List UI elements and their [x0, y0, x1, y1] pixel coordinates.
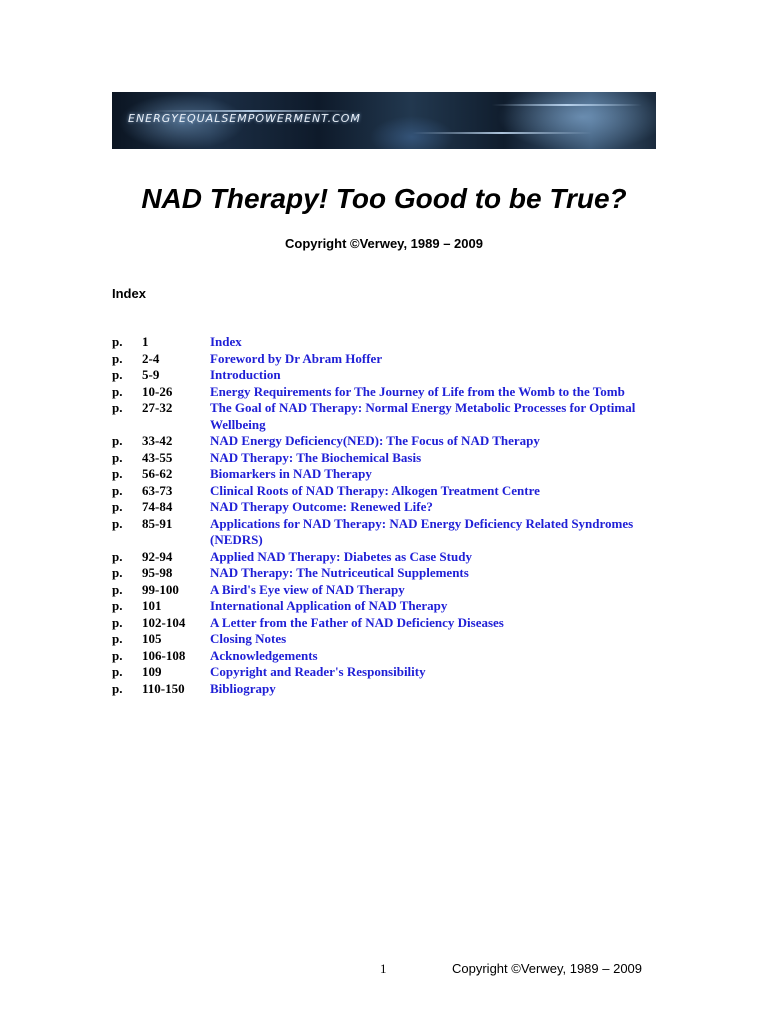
toc-row	[112, 433, 672, 450]
toc-page-prefix: p.	[112, 334, 123, 349]
toc-entry-link[interactable]: International Application of NAD Therapy	[210, 598, 448, 613]
toc-page-range: 43-55	[142, 449, 173, 465]
toc-page-prefix: p.	[112, 565, 123, 580]
header-banner	[112, 92, 656, 149]
toc-page-range: 27-32	[142, 400, 173, 415]
toc-page-range: 95-98	[142, 565, 173, 580]
banner-light-streak	[492, 104, 642, 106]
toc-entry-link[interactable]: NAD Energy Deficiency(NED): The Focus of NAD Therapy	[210, 433, 540, 448]
toc-page-range: 5-9	[142, 367, 160, 382]
toc-entry-link[interactable]: Index	[210, 334, 242, 349]
toc-row	[112, 615, 672, 632]
toc-page-prefix: p.	[112, 367, 123, 382]
index-heading: Index	[112, 286, 146, 301]
toc-page-prefix: p.	[112, 581, 123, 597]
toc-row	[112, 582, 672, 599]
toc-page-prefix: p.	[112, 664, 123, 679]
toc-entry-link[interactable]: Copyright and Reader's Responsibility	[210, 664, 426, 679]
toc-page-prefix: p.	[112, 383, 123, 399]
toc-page-prefix: p.	[112, 400, 123, 415]
toc-page-range: 33-42	[142, 433, 173, 448]
toc-entry-link[interactable]: Biomarkers in NAD Therapy	[210, 466, 372, 481]
toc-entry-link[interactable]: Clinical Roots of NAD Therapy: Alkogen Treatment Centre	[210, 482, 540, 498]
document-title: NAD Therapy! Too Good to be True?	[141, 183, 627, 214]
toc-page-prefix: p.	[112, 482, 123, 498]
toc-row	[112, 400, 672, 433]
toc-row	[112, 516, 672, 549]
toc-page-prefix: p.	[112, 499, 123, 514]
toc-page-range: 63-73	[142, 482, 173, 498]
toc-row	[112, 384, 672, 401]
toc-page-range: 110-150	[142, 680, 185, 696]
toc-page-prefix: p.	[112, 433, 123, 448]
toc-page-range: 56-62	[142, 466, 173, 481]
toc-entry-link[interactable]: Acknowledgements	[210, 647, 318, 663]
toc-entry-link[interactable]: Applications for NAD Therapy: NAD Energy Deficiency Related Syndromes (NEDRS)	[210, 515, 634, 547]
toc-row	[112, 549, 672, 566]
toc-entry-link[interactable]: NAD Therapy: The Nutriceutical Supplements	[210, 565, 469, 580]
toc-page-prefix: p.	[112, 614, 123, 630]
toc-page-range: 109	[142, 664, 162, 679]
toc-entry-link[interactable]: Applied NAD Therapy: Diabetes as Case Study	[210, 548, 472, 564]
toc-page-prefix: p.	[112, 647, 123, 663]
banner-site-name: ENERGYEQUALSEMPOWERMENT.COM	[128, 112, 361, 125]
toc-page-range: 10-26	[142, 383, 173, 399]
footer-page-number: 1	[380, 961, 387, 976]
page-footer	[0, 961, 768, 979]
toc-page-range: 1	[142, 334, 149, 349]
toc-row	[112, 664, 672, 681]
toc-row	[112, 367, 672, 384]
toc-page-prefix: p.	[112, 631, 123, 646]
toc-entry-link[interactable]: Foreword by Dr Abram Hoffer	[210, 350, 383, 366]
copyright-line: Copyright ©Verwey, 1989 – 2009	[285, 236, 483, 251]
toc-page-range: 105	[142, 631, 162, 646]
toc-row	[112, 598, 672, 615]
toc-entry-link[interactable]: A Letter from the Father of NAD Deficiency Diseases	[210, 614, 504, 630]
toc-page-range: 102-104	[142, 614, 186, 630]
toc-row	[112, 351, 672, 368]
toc-row	[112, 499, 672, 516]
toc-row	[112, 648, 672, 665]
toc-page-range: 92-94	[142, 548, 173, 564]
footer-copyright: Copyright ©Verwey, 1989 – 2009	[452, 961, 643, 976]
toc-page-range: 106-108	[142, 647, 186, 663]
toc-page-range: 2-4	[142, 350, 160, 366]
toc-row	[112, 681, 672, 698]
toc-page-prefix: p.	[112, 466, 123, 481]
toc-page-prefix: p.	[112, 680, 123, 696]
toc-entry-link[interactable]: Introduction	[210, 367, 281, 382]
toc-row	[112, 565, 672, 582]
banner-light-streak	[412, 132, 592, 134]
toc-row	[112, 466, 672, 483]
toc-row	[112, 483, 672, 500]
toc-entry-link[interactable]: NAD Therapy: The Biochemical Basis	[210, 449, 422, 465]
toc-entry-link[interactable]: Closing Notes	[210, 631, 287, 646]
toc-page-range: 74-84	[142, 499, 173, 514]
toc-row	[112, 450, 672, 467]
toc-page-prefix: p.	[112, 515, 123, 531]
toc-entry-link[interactable]: A Bird's Eye view of NAD Therapy	[210, 581, 405, 597]
toc-row	[112, 631, 672, 648]
toc-page-prefix: p.	[112, 449, 123, 465]
toc-page-prefix: p.	[112, 598, 123, 613]
toc-page-prefix: p.	[112, 350, 123, 366]
toc-entry-link[interactable]: NAD Therapy Outcome: Renewed Life?	[210, 499, 433, 514]
toc-page-prefix: p.	[112, 548, 123, 564]
toc-page-range: 85-91	[142, 515, 173, 531]
toc-entry-link[interactable]: The Goal of NAD Therapy: Normal Energy Metabolic Processes for Optimal Wellbeing	[210, 400, 636, 432]
toc-row	[112, 334, 672, 351]
toc-entry-link[interactable]: Energy Requirements for The Journey of Life from the Womb to the Tomb	[210, 383, 625, 399]
table-of-contents	[112, 334, 672, 697]
toc-page-range: 101	[142, 598, 162, 613]
toc-entry-link[interactable]: Bibliograpy	[210, 680, 276, 696]
toc-page-range: 99-100	[142, 581, 179, 597]
